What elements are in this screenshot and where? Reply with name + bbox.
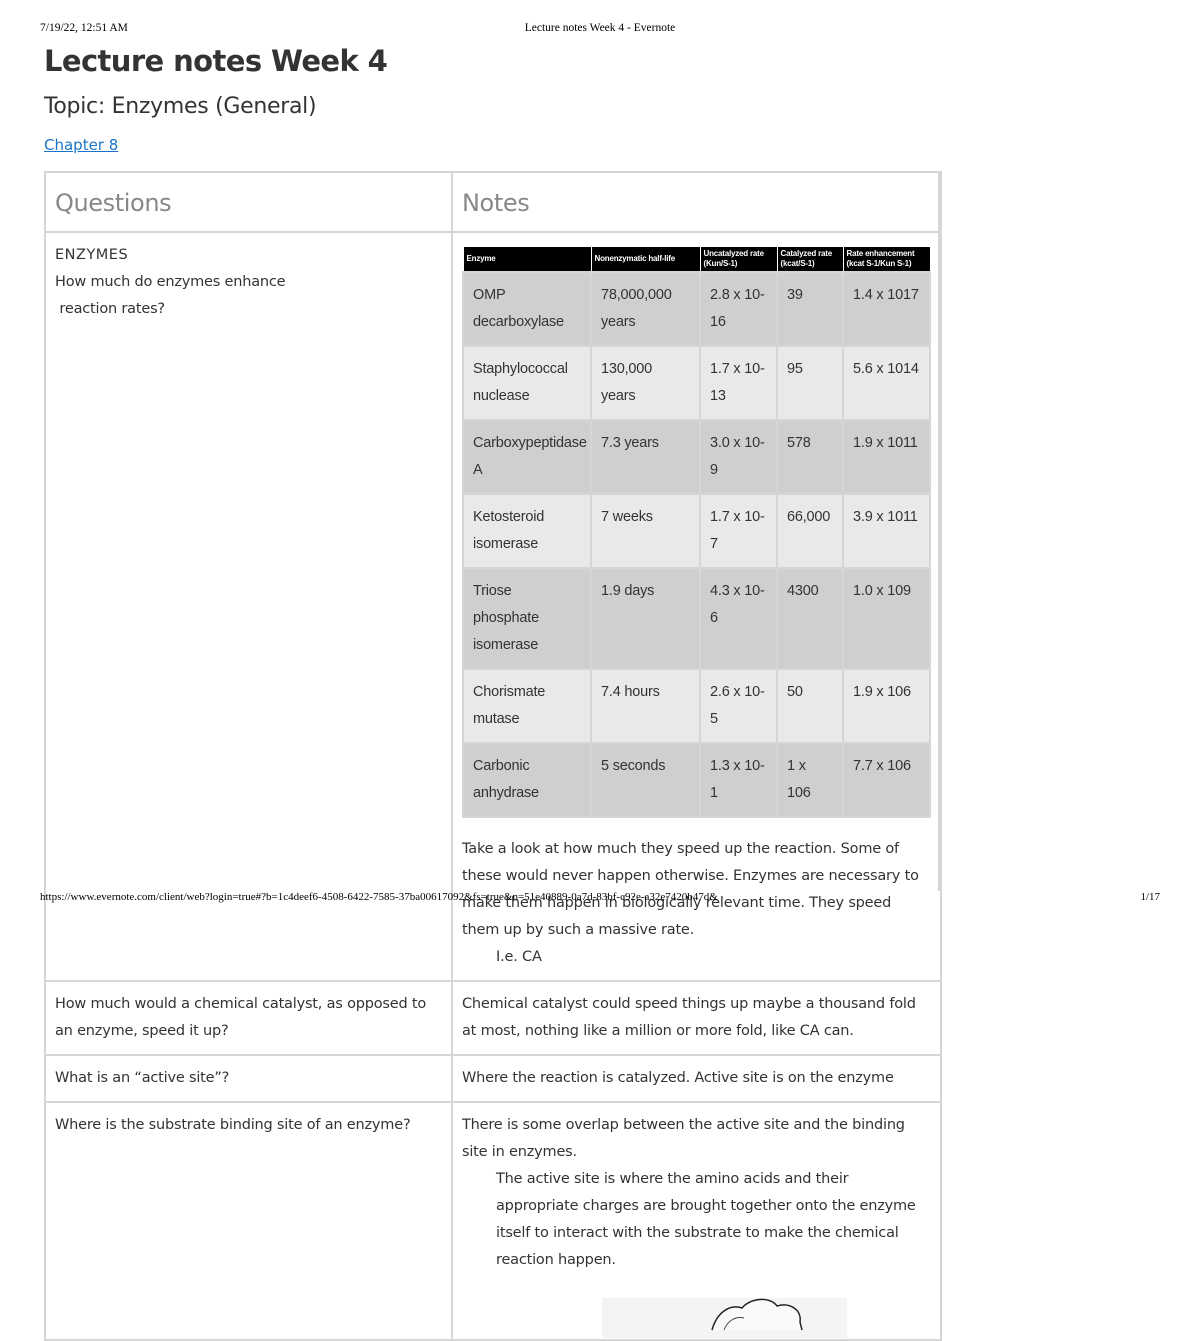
notes-cell[interactable] bbox=[452, 1102, 941, 1340]
enzyme-cell: 1.7 x 10-7 bbox=[700, 494, 777, 568]
enzyme-cell: 1 x 106 bbox=[777, 743, 843, 817]
enzyme-rate-table-image bbox=[462, 246, 931, 818]
notes-header: Notes bbox=[452, 172, 941, 232]
question-cell[interactable] bbox=[45, 232, 452, 981]
enzyme-cell: 7 weeks bbox=[591, 494, 700, 568]
enzyme-cell: 1.0 x 109 bbox=[843, 568, 930, 669]
notes-cell[interactable] bbox=[452, 232, 941, 981]
table-header-row bbox=[45, 172, 941, 232]
question-cell[interactable]: What is an “active site”? bbox=[45, 1055, 452, 1102]
enzyme-cell: 4300 bbox=[777, 568, 843, 669]
enzyme-col-header: Enzyme bbox=[463, 247, 591, 273]
enzyme-cell: Staphylococcal nuclease bbox=[463, 346, 591, 420]
notes-cell[interactable]: Where the reaction is catalyzed. Active site is on the enzyme bbox=[452, 1055, 941, 1102]
enzyme-cell: 130,000 years bbox=[591, 346, 700, 420]
enzyme-cell: 39 bbox=[777, 272, 843, 346]
enzyme-cell: 2.6 x 10-5 bbox=[700, 669, 777, 743]
enzyme-col-header: Rate enhancement (kcat S-1/Kun S-1) bbox=[843, 247, 930, 273]
enzyme-row bbox=[463, 346, 930, 420]
enzyme-cell: 4.3 x 10-6 bbox=[700, 568, 777, 669]
enzyme-col-header: Uncatalyzed rate (Kun/S-1) bbox=[700, 247, 777, 273]
enzyme-cell: 2.8 x 10-16 bbox=[700, 272, 777, 346]
enzyme-cell: 3.9 x 1011 bbox=[843, 494, 930, 568]
question-cell[interactable]: How much would a chemical catalyst, as opposed to an enzyme, speed it up? bbox=[45, 981, 452, 1055]
notes-table bbox=[44, 171, 942, 1341]
enzyme-sketch-graphic bbox=[602, 1290, 862, 1330]
enzyme-row bbox=[463, 272, 930, 346]
enzyme-cell: OMP decarboxylase bbox=[463, 272, 591, 346]
enzyme-cell: Ketosteroid isomerase bbox=[463, 494, 591, 568]
table-row bbox=[45, 1102, 941, 1340]
question-text: reaction rates? bbox=[55, 301, 165, 317]
enzyme-cell: 7.4 hours bbox=[591, 669, 700, 743]
note-title: Lecture notes Week 4 bbox=[44, 44, 388, 78]
enzyme-row bbox=[463, 420, 930, 494]
enzyme-cell: 578 bbox=[777, 420, 843, 494]
enzyme-cell: Triose phosphate isomerase bbox=[463, 568, 591, 669]
table-row bbox=[45, 981, 941, 1055]
enzyme-cell: 1.9 x 1011 bbox=[843, 420, 930, 494]
enzyme-col-header: Catalyzed rate (kcat/S-1) bbox=[777, 247, 843, 273]
notes-cell[interactable]: Chemical catalyst could speed things up maybe a thousand fold at most, nothing like a million or more fold, like CA can. bbox=[452, 981, 941, 1055]
enzyme-col-header: Nonenzymatic half-life bbox=[591, 247, 700, 273]
enzyme-cell: 5.6 x 1014 bbox=[843, 346, 930, 420]
print-url: https://www.evernote.com/client/web?login=true#?b=1c4deef6-4508-6422-7585-37ba00617092&fs=true&n=51e40889-0a7d-83bf-c92e-a32e7420b47d& bbox=[40, 891, 718, 903]
enzyme-row bbox=[463, 568, 930, 669]
print-date: 7/19/22, 12:51 AM bbox=[40, 22, 128, 34]
notes-paragraph: Take a look at how much they speed up the reaction. Some of these would never happen otherwise. Enzymes are necessary to make them happen in biologically relevant time. They speed them up by such a massive rate. bbox=[462, 841, 919, 938]
enzyme-cell: 1.7 x 10-13 bbox=[700, 346, 777, 420]
chapter-link[interactable]: Chapter 8 bbox=[44, 136, 119, 154]
table-row bbox=[45, 232, 941, 981]
enzyme-cell: 1.4 x 1017 bbox=[843, 272, 930, 346]
enzyme-cell: 95 bbox=[777, 346, 843, 420]
enzyme-table-header bbox=[463, 247, 930, 273]
enzyme-cell: Carboxypeptidase A bbox=[463, 420, 591, 494]
enzyme-cell: 66,000 bbox=[777, 494, 843, 568]
enzyme-cell: 78,000,000 years bbox=[591, 272, 700, 346]
enzyme-row bbox=[463, 669, 930, 743]
enzyme-cell: 50 bbox=[777, 669, 843, 743]
enzyme-cell: 7.3 years bbox=[591, 420, 700, 494]
enzyme-cell: Carbonic anhydrase bbox=[463, 743, 591, 817]
print-title: Lecture notes Week 4 - Evernote bbox=[524, 22, 676, 34]
notes-indented-text: The active site is where the amino acids and their appropriate charges are brought together onto the enzyme itself to interact with the substrate to make the chemical reaction happen. bbox=[496, 1171, 916, 1268]
note-subtitle: Topic: Enzymes (General) bbox=[44, 94, 317, 119]
enzyme-row bbox=[463, 743, 930, 817]
enzyme-row bbox=[463, 494, 930, 568]
notes-paragraph: There is some overlap between the active site and the binding site in enzymes. bbox=[462, 1117, 905, 1160]
enzyme-cell: 5 seconds bbox=[591, 743, 700, 817]
enzyme-cell: Chorismate mutase bbox=[463, 669, 591, 743]
question-cell[interactable]: Where is the substrate binding site of an enzyme? bbox=[45, 1102, 452, 1340]
enzyme-sketch-image bbox=[462, 1290, 931, 1330]
enzyme-cell: 1.9 x 106 bbox=[843, 669, 930, 743]
questions-header: Questions bbox=[45, 172, 452, 232]
enzyme-cell: 1.3 x 10-1 bbox=[700, 743, 777, 817]
enzyme-cell: 3.0 x 10-9 bbox=[700, 420, 777, 494]
page-number: 1/17 bbox=[1140, 891, 1160, 903]
enzyme-cell: 1.9 days bbox=[591, 568, 700, 669]
notes-indented-text: I.e. CA bbox=[496, 949, 542, 965]
question-text: How much do enzymes enhance bbox=[55, 274, 286, 290]
question-heading: ENZYMES bbox=[55, 247, 129, 263]
table-row bbox=[45, 1055, 941, 1102]
enzyme-cell: 7.7 x 106 bbox=[843, 743, 930, 817]
